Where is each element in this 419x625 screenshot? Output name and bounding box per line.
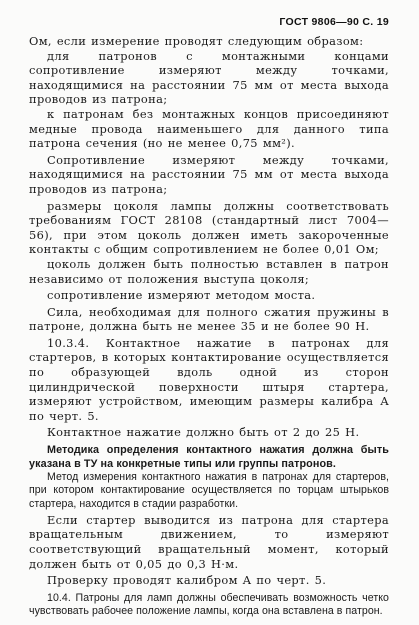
paragraph: для патронов с монтажными концами сопротивление измеряют между точками, находящимися на расстоянии 75 мм от места выхода проводов из патрона; bbox=[29, 48, 389, 107]
paragraph: к патронам без монтажных концов присоединяют медные провода наименьшего для данного типа патрона сечения (но не менее 0,75 мм²). bbox=[29, 106, 389, 151]
running-header: ГОСТ 9806—90 С. 19 bbox=[279, 16, 389, 28]
paragraph: Если стартер выводится из патрона для стартера вращательным движением, то измеряют соответствующий вращательный момент, который должен быть от 0,05 до 0,3 Н·м. bbox=[29, 512, 389, 571]
final-note: 10.4. Патроны для ламп должны обеспечивать возможность четко чувствовать рабочее положение лампы, когда она вставлена в патрон. bbox=[29, 591, 389, 617]
paragraph: цоколь должен быть полностью вставлен в патрон независимо от положения выступа цоколя; bbox=[29, 256, 389, 286]
paragraph: Сила, необходимая для полного сжатия пружины в патроне, должна быть не менее 35 и не более 90 Н. bbox=[29, 304, 389, 334]
paragraph: Сопротивление измеряют между точками, находящимися на расстоянии 75 мм от места выхода проводов из патрона; bbox=[29, 152, 389, 196]
paragraph: Контактное нажатие должно быть от 2 до 25 Н. bbox=[47, 425, 360, 440]
paragraph: Проверку проводят калибром A по черт. 5. bbox=[47, 573, 327, 588]
section-paragraph: 10.3.4. Контактное нажатие в патронах для стартеров, в которых контактирование осуществляется по образующей вдоль одной из сторон цилиндрической поверхности штыря стартера, измеряют устройством, имеющим размеры калибра A по черт. 5. bbox=[29, 335, 389, 423]
paragraph: Ом, если измерение проводят следующим образом: bbox=[29, 34, 364, 48]
paragraph: сопротивление измеряют методом моста. bbox=[47, 288, 316, 303]
paragraph: размеры цоколя лампы должны соответствовать требованиям ГОСТ 28108 (стандартный лист 7004—56), при этом цоколь должен иметь закороченные контакты с общим сопротивлением не более 0,01 Ом; bbox=[29, 198, 389, 257]
heading-note: Метод измерения контактного нажатия в патронах для стартеров, при котором контактирование осуществляется по торцам штырьков стартера, находится в стадии разработки. bbox=[29, 471, 389, 510]
page-body bbox=[29, 34, 389, 618]
bold-heading: Методика определения контактного нажатия должна быть указана в ТУ на конкретные типы или группы патронов. bbox=[29, 444, 389, 470]
